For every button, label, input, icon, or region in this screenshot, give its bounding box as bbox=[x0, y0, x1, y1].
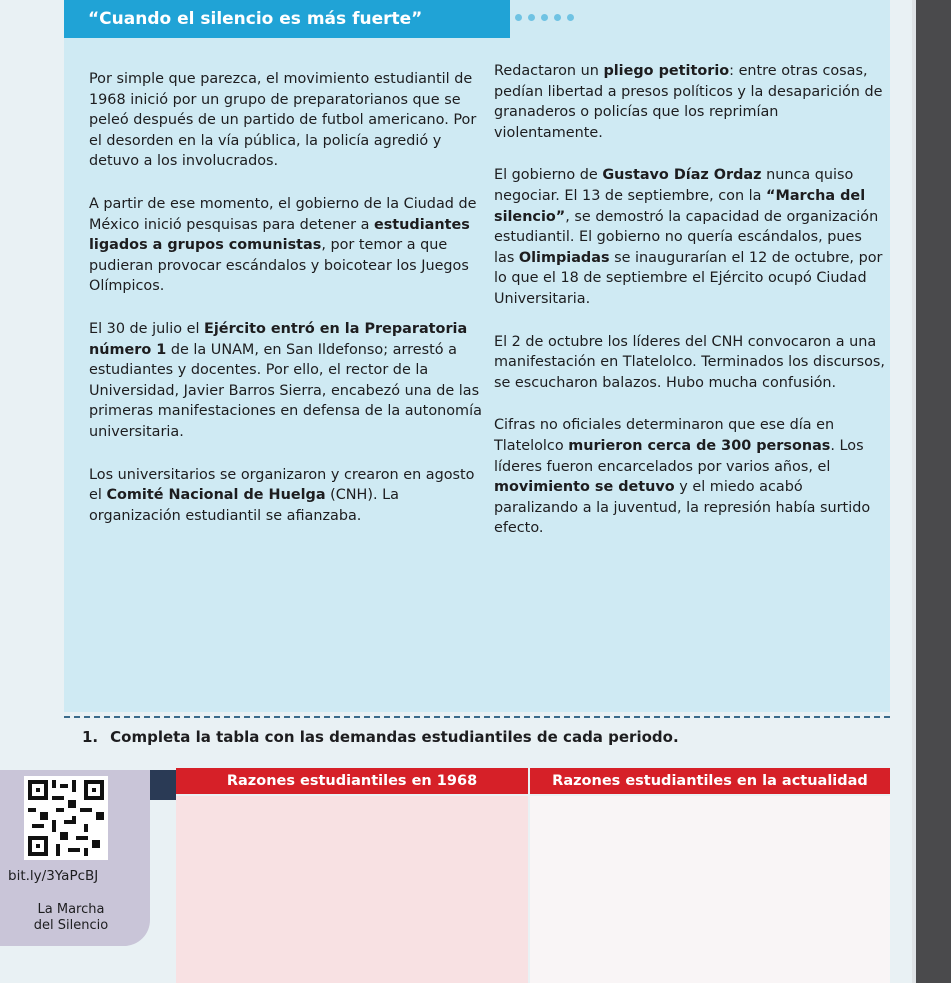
bold-phrase: Gustavo Díaz Ordaz bbox=[602, 167, 762, 184]
qr-code-icon[interactable] bbox=[24, 776, 108, 860]
sidebar-connector bbox=[150, 770, 176, 800]
paragraph bbox=[89, 194, 483, 297]
left-text-column bbox=[89, 69, 483, 548]
table-header-1968: Razones estudiantiles en 1968 bbox=[176, 768, 528, 794]
resource-caption bbox=[24, 902, 118, 934]
bold-phrase: Ejército entró en la Preparatoria número 1 bbox=[89, 320, 468, 358]
resource-link[interactable]: bit.ly/3YaPcBJ bbox=[8, 868, 99, 884]
resource-caption-line2: del Silencio bbox=[33, 918, 109, 933]
text-run: El 30 de julio el bbox=[89, 320, 205, 337]
text-run: Redactaron un bbox=[494, 63, 604, 79]
activity-text: Completa la tabla con las demandas estudiantiles de cada periodo. bbox=[110, 728, 679, 746]
table-cell-1968[interactable] bbox=[176, 796, 528, 983]
bold-phrase: estudiantes ligados a grupos comunistas bbox=[89, 216, 470, 254]
text-run: de la UNAM, en San Ildefonso; arrestó a estudiantes y docentes. Por ello, el rector de la Universidad, Javier Barros Sierra, encabezó una de las primeras manifestaciones en defensa de la autonomía universitaria. bbox=[89, 341, 482, 440]
section-divider bbox=[64, 716, 890, 718]
bold-phrase: movimiento se detuvo bbox=[494, 479, 675, 496]
text-run: se inaugurarían el 12 de octubre, por lo que el 18 de septiembre el Ejército ocupó Ciudad Universitaria. bbox=[494, 249, 883, 307]
reading-title: “Cuando el silencio es más fuerte” bbox=[64, 0, 510, 38]
text-run: Cifras no oficiales determinaron que ese día en Tlatelolco bbox=[494, 417, 835, 454]
paragraph bbox=[494, 165, 886, 309]
bold-phrase: Comité Nacional de Huelga bbox=[106, 487, 326, 504]
resource-caption-line1: La Marcha bbox=[37, 902, 105, 917]
paragraph bbox=[494, 415, 886, 539]
text-run: El 2 de octubre los líderes del CNH convocaron a una manifestación en Tlatelolco. Terminados los discursos, se escucharon balazos. Hubo mucha confusión. bbox=[494, 333, 885, 391]
paragraph bbox=[89, 319, 483, 443]
bold-phrase: murieron cerca de 300 personas bbox=[568, 437, 831, 454]
paragraph bbox=[494, 332, 886, 394]
text-run: Por simple que parezca, el movimiento estudiantil de 1968 inició por un grupo de preparatorianos que se peleó después de un partido de futbol americano. Por el desorden en la vía pública, la policía agredió y detuvo a los involucrados. bbox=[89, 71, 477, 170]
text-run: Los universitarios se organizaron y crearon en agosto el bbox=[89, 466, 475, 504]
activity-number: 1. bbox=[82, 728, 99, 746]
paragraph bbox=[89, 69, 483, 172]
text-run: El gobierno de bbox=[494, 167, 603, 184]
text-run: . Los líderes fueron encarcelados por varios años, el bbox=[494, 437, 864, 475]
qr-code-graphic bbox=[28, 780, 104, 856]
right-text-column bbox=[494, 61, 886, 561]
paragraph bbox=[494, 61, 886, 143]
text-run: : entre otras cosas, pedían libertad a presos políticos y la desaparición de granaderos o policías que los reprimían violentamente. bbox=[494, 63, 883, 141]
text-run: , por temor a que pudieran provocar escándalos y boicotear los Juegos Olímpicos. bbox=[89, 237, 469, 295]
text-run: (CNH). La organización estudiantil se afianzaba. bbox=[89, 487, 399, 524]
table-header-today: Razones estudiantiles en la actualidad bbox=[530, 768, 890, 794]
bold-phrase: pliego petitorio bbox=[603, 63, 730, 79]
table-cell-today[interactable] bbox=[530, 796, 890, 983]
text-run: y el miedo acabó paralizando a la juventud, la represión había surtido efecto. bbox=[494, 479, 871, 537]
paragraph bbox=[89, 465, 483, 527]
text-run: A partir de ese momento, el gobierno de la Ciudad de México inició pesquisas para detener a bbox=[89, 195, 477, 233]
bold-phrase: Olimpiadas bbox=[518, 249, 610, 266]
text-run: nunca quiso negociar. El 13 de septiembre, con la bbox=[494, 167, 854, 204]
text-run: , se demostró la capacidad de organización estudiantil. El gobierno no quería escándalos, pues las bbox=[494, 208, 879, 266]
page-edge bbox=[916, 0, 951, 983]
activity-instruction bbox=[82, 728, 679, 746]
bold-phrase: “Marcha del silencio” bbox=[494, 187, 866, 225]
decorative-dots bbox=[515, 6, 595, 16]
